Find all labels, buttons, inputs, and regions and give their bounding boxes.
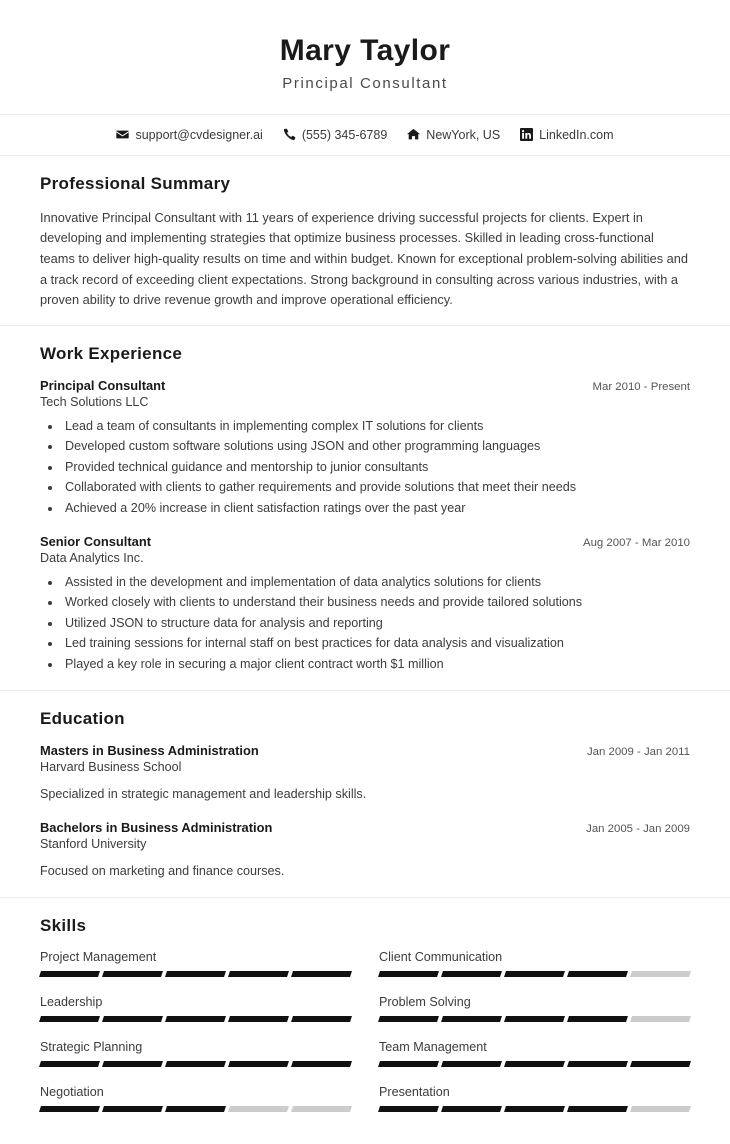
experience-entry [40, 378, 690, 518]
education-entry [40, 743, 690, 804]
skill-level-segment [165, 971, 226, 977]
experience-dates: Mar 2010 - Present [592, 381, 690, 394]
skill-level-segment [567, 1016, 628, 1022]
skill-level-segment [567, 1106, 628, 1112]
section-work-experience [0, 326, 730, 690]
education-degree: Bachelors in Business Administration [40, 819, 273, 835]
candidate-job-title: Principal Consultant [282, 74, 448, 92]
skill-level-segment [504, 1061, 565, 1067]
skill-level-segment [567, 1061, 628, 1067]
experience-bullet: • Provided technical guidance and mentorship to junior consultants [62, 457, 690, 477]
education-entry [40, 820, 690, 881]
experience-bullet: • Collaborated with clients to gather requirements and provide solutions that meet their needs [62, 477, 690, 497]
education-degree: Masters in Business Administration [40, 743, 259, 758]
skill-level-segment [630, 1061, 691, 1067]
contact-location-label: NewYork, US [426, 127, 501, 142]
skill-level-segment [165, 1106, 226, 1112]
skill-item [379, 995, 690, 1040]
skill-level-segment [630, 1016, 691, 1022]
education-school: Harvard Business School [40, 760, 182, 774]
experience-section-title: Work Experience [40, 344, 183, 364]
summary-text: Innovative Principal Consultant with 11 years of experience driving successful projects for clients. Expert in developing and implementing strategies that optimize business processes. Skilled in leading cross-functional teams to deliver high-quality results on time and within budget. Known for exceptional problem-solving abilities and a track record of exceeding client expectations. Strong background in consulting across various industries, with a proven ability to drive revenue growth and improve operational efficiency. [40, 209, 689, 308]
skill-level-segment [102, 1106, 163, 1112]
skill-item [379, 1085, 690, 1130]
skill-name: Leadership [40, 994, 103, 1009]
skill-name: Presentation [379, 1084, 450, 1099]
experience-entry-head [40, 378, 690, 393]
skill-level-bar [379, 1061, 690, 1067]
skill-level-bar [40, 1061, 351, 1067]
envelope-icon [116, 128, 129, 141]
education-school: Stanford University [40, 836, 147, 851]
education-description: Focused on marketing and finance courses. [40, 863, 285, 878]
skill-level-bar [379, 1106, 690, 1112]
section-professional-summary [0, 156, 730, 326]
skill-level-segment [102, 971, 163, 977]
skill-item [379, 1040, 690, 1085]
skill-item [40, 1085, 351, 1130]
skill-level-segment [630, 1106, 691, 1112]
experience-bullet: • Utilized JSON to structure data for analysis and reporting [62, 613, 690, 633]
skill-level-bar [379, 971, 690, 977]
skill-item [40, 995, 351, 1040]
experience-bullet: • Worked closely with clients to understand their business needs and provide tailored solutions [62, 592, 690, 612]
contact-location[interactable] [407, 128, 500, 142]
experience-bullet: • Achieved a 20% increase in client satisfaction ratings over the past year [62, 498, 690, 518]
skill-level-segment [228, 1061, 289, 1067]
experience-role: Senior Consultant [40, 534, 152, 550]
skill-level-segment [504, 1016, 565, 1022]
skill-level-segment [291, 1106, 352, 1112]
contact-linkedin-label: LinkedIn.com [539, 127, 614, 142]
experience-entry [40, 534, 690, 674]
skill-level-segment [228, 971, 289, 977]
candidate-name: Mary Taylor [279, 34, 451, 67]
skill-level-segment [378, 1061, 439, 1067]
skill-level-segment [378, 1106, 439, 1112]
experience-bullet-list [40, 572, 690, 674]
experience-company: Tech Solutions LLC [40, 395, 149, 410]
skill-level-bar [40, 1106, 351, 1112]
skills-section-title: Skills [40, 915, 87, 935]
skill-level-segment [165, 1016, 226, 1022]
skill-level-segment [39, 1061, 100, 1067]
experience-bullet: • Assisted in the development and implementation of data analytics solutions for clients [62, 572, 690, 592]
skill-name: Negotiation [40, 1084, 104, 1099]
skill-level-segment [504, 971, 565, 977]
skill-name: Strategic Planning [40, 1039, 143, 1054]
skill-level-segment [102, 1016, 163, 1022]
skill-level-segment [102, 1061, 163, 1067]
skill-level-segment [39, 971, 100, 977]
skill-level-segment [441, 1106, 502, 1112]
education-entry-head [40, 820, 690, 835]
summary-section-title: Professional Summary [40, 173, 231, 193]
resume-header [0, 0, 730, 114]
skill-item [40, 1040, 351, 1085]
skill-level-segment [630, 971, 691, 977]
skill-level-segment [378, 1016, 439, 1022]
home-icon [407, 128, 420, 141]
skill-level-segment [228, 1016, 289, 1022]
experience-entry-head [40, 534, 690, 549]
experience-bullet: • Played a key role in securing a major client contract worth $1 million [62, 654, 690, 674]
education-dates: Jan 2009 - Jan 2011 [586, 746, 690, 758]
skill-level-segment [441, 971, 502, 977]
experience-dates: Aug 2007 - Mar 2010 [582, 537, 690, 550]
skill-level-segment [39, 1016, 100, 1022]
skill-item [40, 950, 351, 995]
skills-grid [40, 950, 690, 1130]
skill-item [379, 950, 690, 995]
skill-level-segment [291, 1061, 352, 1067]
skill-level-segment [378, 971, 439, 977]
experience-bullet-list [40, 416, 690, 518]
skill-name: Team Management [379, 1039, 487, 1054]
section-education [0, 691, 730, 897]
contact-email-label: support@cvdesigner.ai [135, 127, 263, 142]
education-section-title: Education [40, 709, 125, 728]
phone-icon [283, 128, 296, 141]
contact-phone-label: (555) 345-6789 [301, 127, 388, 142]
contact-email[interactable] [116, 128, 262, 142]
skill-level-bar [40, 1016, 351, 1022]
skill-level-segment [567, 971, 628, 977]
education-entry-head [40, 743, 690, 758]
linkedin-icon [520, 128, 533, 141]
skill-level-bar [40, 971, 351, 977]
experience-bullet: • Lead a team of consultants in implementing complex IT solutions for clients [62, 416, 690, 436]
skill-name: Problem Solving [379, 994, 471, 1009]
contact-linkedin[interactable] [520, 128, 613, 142]
section-skills [0, 898, 730, 1144]
skill-level-segment [291, 971, 352, 977]
skill-level-segment [441, 1016, 502, 1022]
education-description: Specialized in strategic management and leadership skills. [40, 787, 367, 801]
contact-bar [0, 115, 730, 155]
experience-bullet: • Developed custom software solutions using JSON and other programming languages [62, 436, 690, 456]
skill-level-segment [228, 1106, 289, 1112]
skill-level-segment [291, 1016, 352, 1022]
experience-company: Data Analytics Inc. [40, 551, 144, 566]
skill-level-segment [165, 1061, 226, 1067]
experience-role: Principal Consultant [40, 378, 166, 394]
contact-phone[interactable] [283, 128, 387, 142]
skill-level-segment [39, 1106, 100, 1112]
skill-name: Client Communication [379, 949, 503, 964]
experience-bullet: • Led training sessions for internal staff on best practices for data analysis and visualization [62, 633, 690, 653]
skill-name: Project Management [40, 949, 157, 964]
skill-level-bar [379, 1016, 690, 1022]
skill-level-segment [441, 1061, 502, 1067]
education-dates: Jan 2005 - Jan 2009 [586, 822, 690, 835]
skill-level-segment [504, 1106, 565, 1112]
